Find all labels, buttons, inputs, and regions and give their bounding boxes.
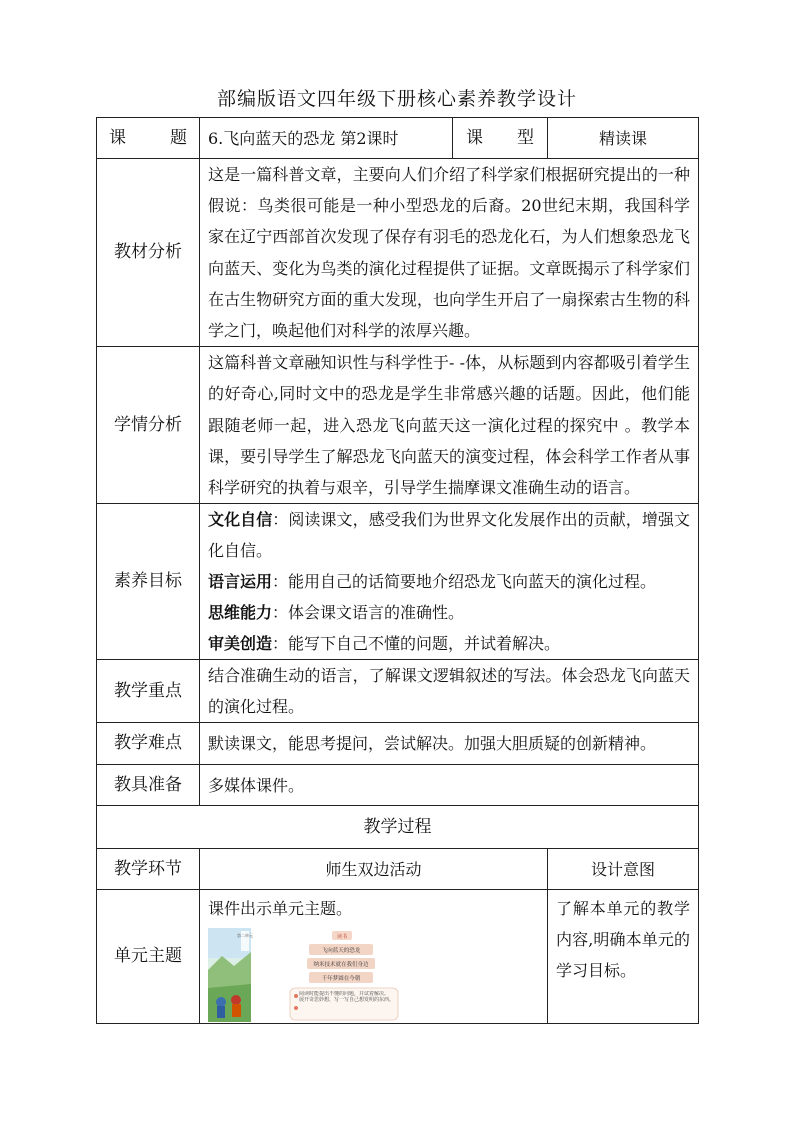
type-label-a: 课 [466, 127, 483, 148]
goal-key: 审美创造 [208, 634, 273, 654]
students-row [97, 347, 699, 504]
goal-text: ：体会课文语言的准确性。 [272, 603, 465, 623]
focus-text: 结合准确生动的语言，了解课文逻辑叙述的写法。体会恐龙飞向蓝天的演化过程。 [200, 660, 699, 723]
process-title: 教学过程 [97, 806, 699, 849]
goal-key: 语言运用 [208, 572, 273, 592]
difficulty-label: 教学难点 [97, 723, 200, 765]
goal-item [208, 628, 690, 659]
topic-label-cell [97, 118, 200, 159]
goal-key: 思维能力 [208, 603, 273, 623]
difficulty-text: 默读课文，能思考提问，尝试解决。加强大胆质疑的创新精神。 [200, 723, 699, 765]
goal-text: ：能用自己的话简要地介绍恐龙飞向蓝天的演化过程。 [272, 572, 657, 592]
goals-label: 素养目标 [97, 504, 200, 660]
tools-text: 多媒体课件。 [200, 765, 699, 806]
unit-activity-text: 课件出示单元主题。 [208, 899, 353, 919]
topic-label-a: 课 [109, 127, 126, 148]
tools-label: 教具准备 [97, 765, 200, 806]
goal-item [208, 566, 690, 597]
goals-row [97, 504, 699, 660]
thumb-lesson-2: 纳米技术就在我们身边 [313, 962, 369, 969]
topic-label-b: 题 [170, 127, 187, 148]
unit-theme-image [208, 928, 400, 1022]
goal-item [208, 504, 690, 566]
unit-label: 单元主题 [97, 890, 200, 1024]
type-label-b: 型 [517, 127, 534, 148]
goal-text: ：能写下自己不懂的问题，并试着解决。 [272, 634, 561, 654]
material-text: 这是一篇科普文章，主要向人们介绍了科学家们根据研究提出的一种假说：鸟类很可能是一种小型恐龙的后裔。20世纪末期，我国科学家在辽宁西部首次发现了保存有羽毛的恐龙化石，为人们想象恐龙飞向蓝天、变化为鸟类的演化过程提供了证据。文章既揭示了科学家们在古生物研究方面的重大发现，也向学生开启了一扇探索古生物的科学之门，唤起他们对科学的浓厚兴趣。 [200, 159, 699, 347]
students-text: 这篇科普文章融知识性与科学性于- -体，从标题到内容都吸引着学生的好奇心,同时文中的恐龙是学生非常感兴趣的话题。因此，他们能跟随老师一起，进入恐龙飞向蓝天这一演化过程的探究中 。教学本课，要引导学生了解恐龙飞向蓝天的演变过程，体会科学工作者从事科学研究的执着与艰辛，引导学生揣摩课文准确生动的语言。 [200, 347, 699, 504]
col-activity-header: 师生双边活动 [200, 849, 548, 890]
tools-row [97, 765, 699, 806]
focus-label: 教学重点 [97, 660, 200, 723]
goal-item [208, 597, 690, 628]
unit-row [97, 890, 699, 1024]
unit-theme-picture [208, 928, 400, 1022]
type-label-cell [453, 118, 548, 159]
material-label: 教材分析 [97, 159, 200, 347]
document-title: 部编版语文四年级下册核心素养教学设计 [216, 88, 577, 110]
col-stage-header: 教学环节 [97, 849, 200, 890]
col-intent-header: 设计意图 [548, 849, 699, 890]
students-label: 学情分析 [97, 347, 200, 504]
material-row [97, 159, 699, 347]
goal-text: ：阅读课文，感受我们为世界文化发展作出的贡献，增强文化自信。 [208, 510, 690, 561]
difficulty-row [97, 723, 699, 765]
thumb-lesson-3: 千年梦圆在今朝 [321, 976, 361, 983]
goals-list [200, 504, 699, 660]
process-title-row [97, 806, 699, 849]
lesson-plan-table [96, 117, 699, 1024]
goal-key: 文化自信 [208, 510, 273, 530]
header-row [97, 118, 699, 159]
unit-intent: 了解本单元的教学内容,明确本单元的学习目标。 [548, 890, 699, 1024]
thumb-unit-no: 第二单元 [237, 933, 253, 939]
focus-row [97, 660, 699, 723]
thumb-tips: 阅读时能提出不懂的问题，并试着解决。 展开奇思妙想，写一写自己想发明的东西。 [299, 991, 395, 1004]
thumb-lesson-1: 飞向蓝天的恐龙 [321, 948, 361, 955]
unit-activity-cell [200, 890, 548, 1024]
thumb-cover-tag: 读书 [336, 934, 348, 941]
process-header-row [97, 849, 699, 890]
topic-value: 6.飞向蓝天的恐龙 第2课时 [200, 118, 453, 159]
type-value: 精读课 [548, 118, 699, 159]
